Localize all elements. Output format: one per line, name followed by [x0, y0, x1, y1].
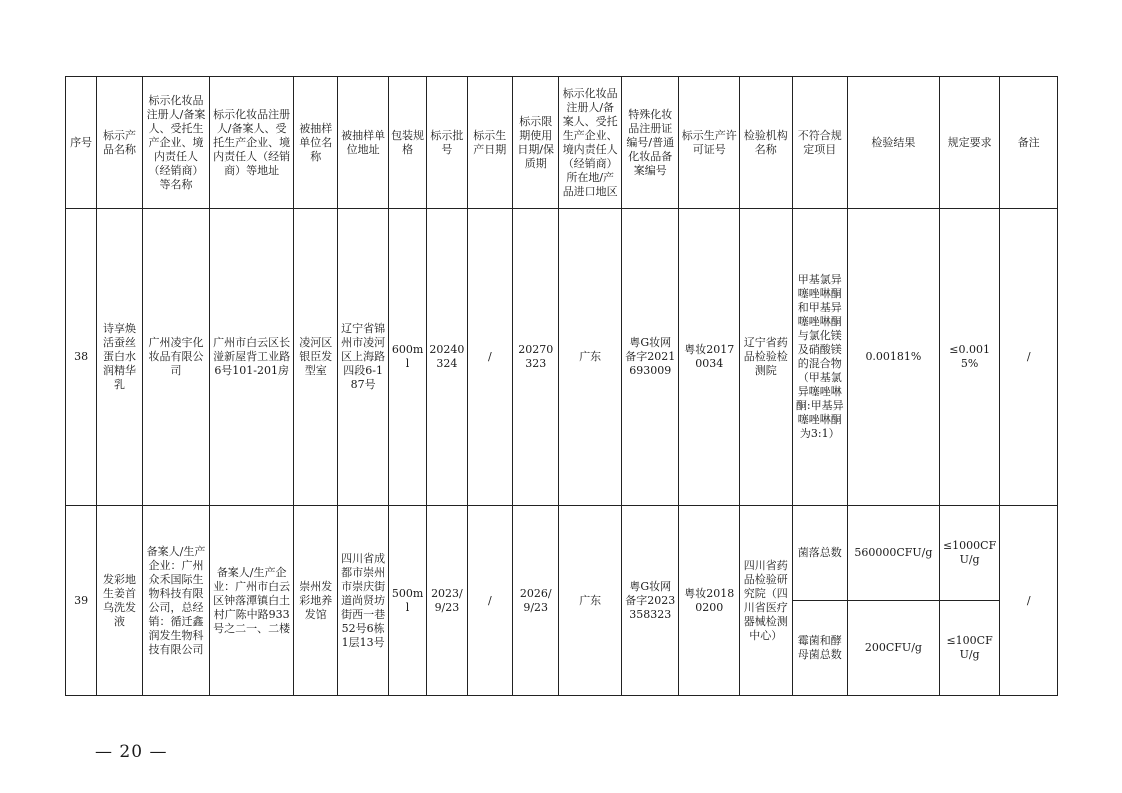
cell-region: 广东 — [559, 209, 622, 506]
cell-result: 560000CFU/g — [848, 506, 940, 601]
cell-lab: 四川省药品检验研究院（四川省医疗器械检测中心） — [740, 506, 792, 696]
cell-license-no: 粤妆20180200 — [679, 506, 740, 696]
cell-remark: / — [1000, 506, 1058, 696]
table-row — [66, 209, 1058, 506]
cell-license-no: 粤妆20170034 — [679, 209, 740, 506]
header-cell: 标示生产许可证号 — [679, 77, 740, 209]
cell-production-date: / — [467, 209, 512, 506]
cell-result: 200CFU/g — [848, 601, 940, 696]
header-cell: 标示化妆品注册人/备案人、受托生产企业、境内责任人（经销商）所在地/产品进口地区 — [559, 77, 622, 209]
header-cell: 序号 — [66, 77, 97, 209]
header-cell: 备注 — [1000, 77, 1058, 209]
header-cell: 被抽样单位名称 — [294, 77, 338, 209]
cell-item: 霉菌和酵母菌总数 — [792, 601, 848, 696]
cell-item: 菌落总数 — [792, 506, 848, 601]
header-cell: 规定要求 — [939, 77, 1000, 209]
table-row — [66, 506, 1058, 601]
cell-registration-no: 粤G妆网备字2023358323 — [621, 506, 679, 696]
header-cell: 标示化妆品注册人/备案人、受托生产企业、境内责任人（经销商）等地址 — [210, 77, 294, 209]
header-cell: 不符合规定项目 — [792, 77, 848, 209]
page-number: — 20 — — [95, 742, 168, 762]
cell-company: 备案人/生产企业：广州众禾国际生物科技有限公司，总经销：循迁鑫润发生物科技有限公司 — [142, 506, 210, 696]
header-cell: 包装规格 — [388, 77, 426, 209]
cell-expiry: 2026/9/23 — [513, 506, 559, 696]
header-cell: 标示限期使用日期/保质期 — [513, 77, 559, 209]
cell-lab: 辽宁省药品检验检测院 — [740, 209, 792, 506]
header-cell: 特殊化妆品注册证编号/普通化妆品备案编号 — [621, 77, 679, 209]
cell-company: 广州凌宇化妆品有限公司 — [142, 209, 210, 506]
cell-no: 38 — [66, 209, 97, 506]
cell-sampled-address: 四川省成都市崇州市崇庆街道尚贤坊街西一巷52号6栋1层13号 — [338, 506, 388, 696]
cell-company-address: 备案人/生产企业：广州市白云区钟落潭镇白土村广陈中路933号之二一、二楼 — [210, 506, 294, 696]
header-cell: 检验机构名称 — [740, 77, 792, 209]
cell-registration-no: 粤G妆网备字2021693009 — [621, 209, 679, 506]
cell-region: 广东 — [559, 506, 622, 696]
cell-batch: 20240324 — [427, 209, 467, 506]
header-cell: 标示化妆品注册人/备案人、受托生产企业、境内责任人（经销商）等名称 — [142, 77, 210, 209]
cell-package: 600ml — [388, 209, 426, 506]
cell-company-address: 广州市白云区长湴新屋背工业路6号101-201房 — [210, 209, 294, 506]
cell-expiry: 20270323 — [513, 209, 559, 506]
cell-production-date: / — [467, 506, 512, 696]
header-cell: 被抽样单位地址 — [338, 77, 388, 209]
cell-sampled-address: 辽宁省锦州市凌河区上海路四段6-187号 — [338, 209, 388, 506]
cell-sampled-unit: 凌河区银臣发型室 — [294, 209, 338, 506]
header-cell: 检验结果 — [848, 77, 940, 209]
cell-requirement: ≤1000CFU/g — [939, 506, 1000, 601]
cell-no: 39 — [66, 506, 97, 696]
cell-batch: 2023/9/23 — [427, 506, 467, 696]
cell-item: 甲基氯异噻唑啉酮和甲基异噻唑啉酮与氯化镁及硝酸镁的混合物（甲基氯异噻唑啉酮:甲基异噻唑啉酮为3:1） — [792, 209, 848, 506]
cell-remark: / — [1000, 209, 1058, 506]
cell-package: 500ml — [388, 506, 426, 696]
cell-result: 0.00181% — [848, 209, 940, 506]
cell-requirement: ≤100CFU/g — [939, 601, 1000, 696]
header-cell: 标示生产日期 — [467, 77, 512, 209]
table-header-row — [66, 77, 1058, 209]
cell-requirement: ≤0.0015% — [939, 209, 1000, 506]
cell-product: 诗享焕活蚕丝蛋白水润精华乳 — [97, 209, 142, 506]
cell-product: 发彩地生姜首乌洗发液 — [97, 506, 142, 696]
inspection-table — [65, 76, 1058, 696]
header-cell: 标示产品名称 — [97, 77, 142, 209]
header-cell: 标示批号 — [427, 77, 467, 209]
cell-sampled-unit: 崇州发彩地养发馆 — [294, 506, 338, 696]
